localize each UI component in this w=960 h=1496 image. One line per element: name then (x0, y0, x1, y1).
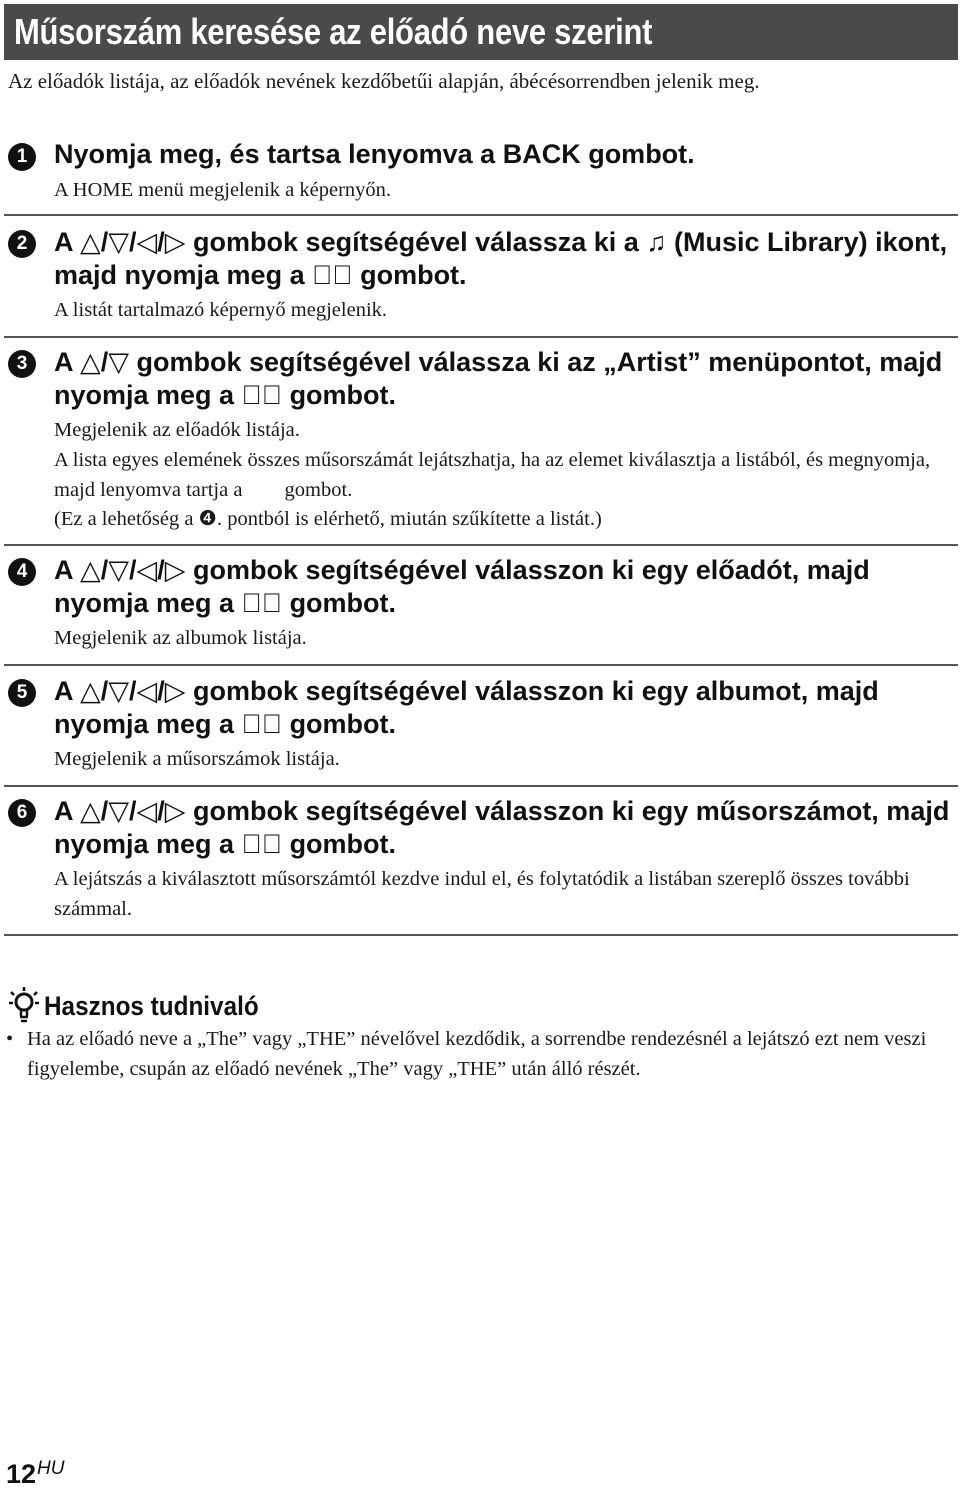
tip-bullet: • (6, 1028, 14, 1050)
step-body-5: Megjelenik a műsorszámok listája. (54, 748, 340, 770)
step-body-3: Megjelenik az előadók listája. (54, 419, 300, 441)
step-number-4: 4 (8, 558, 36, 586)
step-body-3-detail: A lista egyes elemének összes műsorszámát lejátszhatja, ha az elemet kiválasztja a listából, és megnyomja, majd lenyomva tartja a ▷⃦ gombot. (54, 449, 931, 501)
divider (4, 785, 958, 787)
tip-title: Hasznos tudnivaló (44, 990, 259, 1021)
step-heading-5: A △/▽/◁/▷ gombok segítségével válasszon ki egy albumot, majd nyomja meg a ▷⃦ gombot. (54, 676, 879, 739)
page-language: HU (37, 1458, 65, 1479)
step-body-1: A HOME menü megjelenik a képernyőn. (54, 179, 392, 201)
step-heading-1: Nyomja meg, és tartsa lenyomva a BACK gombot. (54, 139, 695, 169)
lightbulb-icon (8, 986, 40, 1026)
step-number-2: 2 (8, 230, 36, 258)
divider (4, 214, 958, 216)
step-body-4: Megjelenik az albumok listája. (54, 627, 307, 649)
step-body-2: A listát tartalmazó képernyő megjelenik. (54, 299, 388, 321)
step-number-1: 1 (8, 143, 36, 171)
section-title-bar (4, 4, 958, 60)
step-number-6: 6 (8, 799, 36, 827)
step-body-3-note: (Ez a lehetőség a ❹. pontból is elérhető, miután szűkítette a listát.) (54, 508, 602, 530)
step-number-3: 3 (8, 350, 36, 378)
step-number-5: 5 (8, 679, 36, 707)
step-heading-4: A △/▽/◁/▷ gombok segítségével válasszon ki egy előadót, majd nyomja meg a ▷⃦ gombot. (54, 555, 870, 618)
divider (4, 336, 958, 338)
page-number: 12 (6, 1459, 37, 1489)
step-heading-2: A △/▽/◁/▷ gombok segítségével válassza ki a ♫ (Music Library) ikont, majd nyomja meg a ▷⃦ gombot. (54, 227, 948, 290)
page-title: Műsorszám keresése az előadó neve szerint (14, 11, 653, 52)
divider (4, 934, 958, 936)
divider (4, 544, 958, 546)
step-heading-3: A △/▽ gombok segítségével válassza ki az „Artist” menüpontot, majd nyomja meg a ▷⃦ gombot. (54, 347, 943, 410)
tip-header (8, 986, 283, 1026)
tip-text: Ha az előadó neve a „The” vagy „THE” névelővel kezdődik, a sorrendbe rendezésnél a lejátszó ezt nem veszi figyelembe, csupán az előadó nevének „The” vagy „THE” után álló részét. (27, 1028, 927, 1080)
step-heading-6: A △/▽/◁/▷ gombok segítségével válasszon ki egy műsorszámot, majd nyomja meg a ▷⃦ gombot. (54, 796, 950, 859)
page-footer (6, 1458, 65, 1490)
divider (4, 664, 958, 666)
step-body-6: A lejátszás a kiválasztott műsorszámtól kezdve indul el, és folytatódik a listában szereplő összes további számmal. (54, 868, 910, 920)
intro-text: Az előadók listája, az előadók nevének kezdőbetűi alapján, ábécésorrendben jelenik meg. (8, 69, 760, 93)
